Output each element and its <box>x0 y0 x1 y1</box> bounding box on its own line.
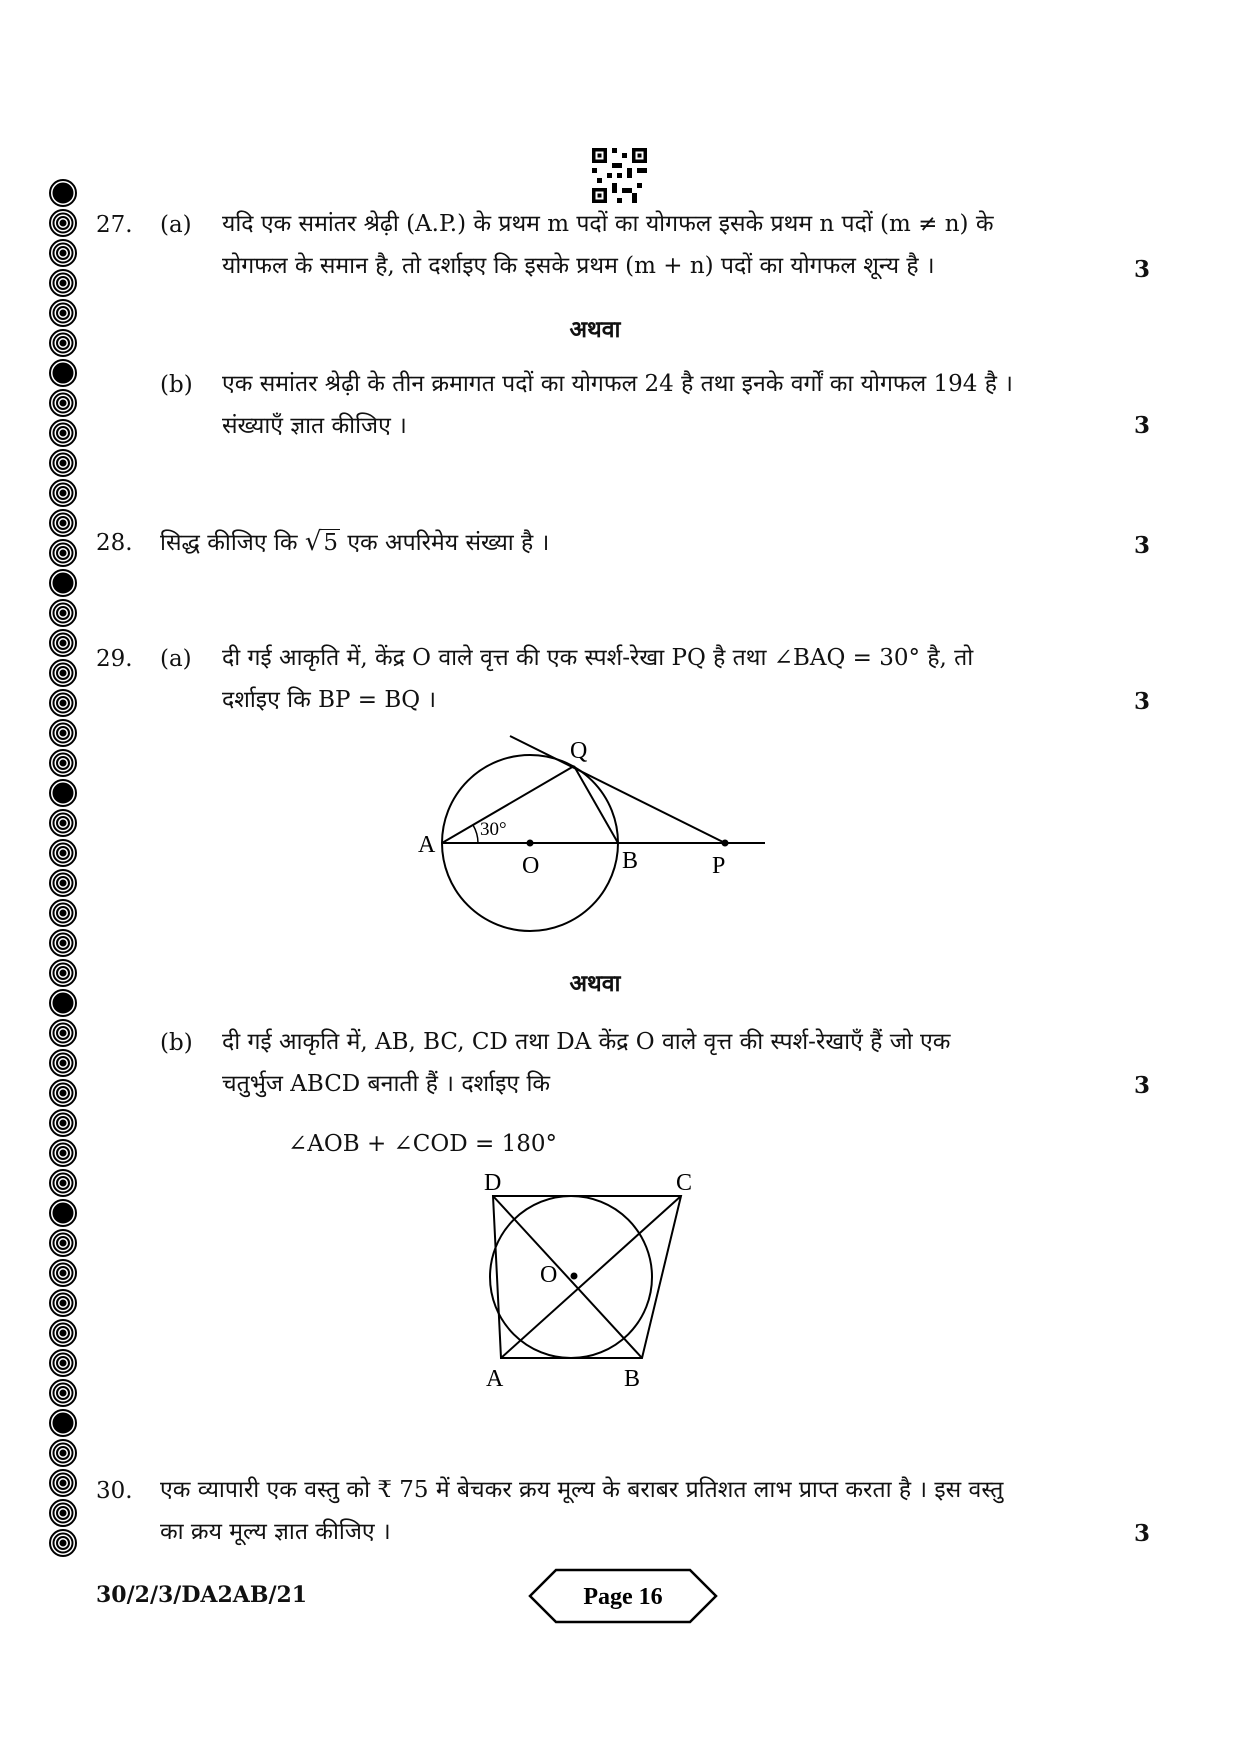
concentric-circle-icon <box>48 1528 78 1558</box>
concentric-circle-icon <box>48 1048 78 1078</box>
filled-circle-icon <box>48 358 78 388</box>
q27b-marks: 3 <box>1133 412 1150 439</box>
page-number-badge <box>528 1568 718 1624</box>
fig1-label-Q: Q <box>570 738 588 764</box>
concentric-circle-icon <box>48 868 78 898</box>
q28-text-pre: सिद्ध कीजिए कि <box>160 530 305 556</box>
concentric-circle-icon <box>48 688 78 718</box>
filled-circle-icon <box>48 178 78 208</box>
fig2-label-O: O <box>540 1262 558 1288</box>
q28-radicand: 5 <box>323 530 339 556</box>
q27a-line2: योगफल के समान है, तो दर्शाइए कि इसके प्रथम (m + n) पदों का योगफल शून्य है । <box>222 253 935 279</box>
concentric-circle-icon <box>48 928 78 958</box>
concentric-circle-icon <box>48 1378 78 1408</box>
filled-circle-icon <box>48 1198 78 1228</box>
concentric-circle-icon <box>48 1168 78 1198</box>
concentric-circle-icon <box>48 388 78 418</box>
q27b-line1: एक समांतर श्रेढ़ी के तीन क्रमागत पदों का योगफल 24 है तथा इनके वर्गों का योगफल 194 है । <box>222 371 1013 397</box>
concentric-circle-icon <box>48 448 78 478</box>
q27a-line1: यदि एक समांतर श्रेढ़ी (A.P.) के प्रथम m पदों का योगफल इसके प्रथम n पदों (m ≠ n) के <box>222 211 994 237</box>
fig2-label-B: B <box>624 1366 641 1392</box>
filled-circle-icon <box>48 1408 78 1438</box>
page-number-label: Page 16 <box>583 1584 663 1610</box>
q28-number: 28. <box>96 530 133 556</box>
qr-code-icon <box>592 148 647 203</box>
concentric-circle-icon <box>48 328 78 358</box>
q28-marks: 3 <box>1133 532 1150 559</box>
q27a-label: (a) <box>160 212 192 238</box>
concentric-circle-icon <box>48 658 78 688</box>
concentric-circle-icon <box>48 1348 78 1378</box>
q30-line2: का क्रय मूल्य ज्ञात कीजिए । <box>160 1519 391 1545</box>
q30-marks: 3 <box>1133 1520 1150 1547</box>
q29b-equation: ∠AOB + ∠COD = 180° <box>288 1131 557 1157</box>
q29a-line1: दी गई आकृति में, केंद्र O वाले वृत्त की एक स्पर्श-रेखा PQ है तथा ∠BAQ = 30° है, तो <box>222 645 974 671</box>
sqrt-sign: √ <box>304 527 322 557</box>
fig1-label-B: B <box>622 848 639 874</box>
fig1-angle-label: 30° <box>480 819 507 840</box>
filled-circle-icon <box>48 568 78 598</box>
concentric-circle-icon <box>48 1498 78 1528</box>
q27b-line2: संख्याएँ ज्ञात कीजिए । <box>222 413 407 439</box>
filled-circle-icon <box>48 778 78 808</box>
concentric-circle-icon <box>48 508 78 538</box>
fig2-label-A: A <box>486 1366 504 1392</box>
q29a-line2: दर्शाइए कि BP = BQ । <box>222 687 437 713</box>
concentric-circle-icon <box>48 718 78 748</box>
concentric-circle-icon <box>48 748 78 778</box>
concentric-circle-icon <box>48 1018 78 1048</box>
margin-ring-strip <box>44 178 90 1558</box>
q30-number: 30. <box>96 1478 133 1504</box>
q29b-line2: चतुर्भुज ABCD बनाती हैं । दर्शाइए कि <box>222 1071 551 1097</box>
concentric-circle-icon <box>48 418 78 448</box>
q29-number: 29. <box>96 646 133 672</box>
concentric-circle-icon <box>48 208 78 238</box>
q27-or: अथवा <box>569 316 621 343</box>
q29b-marks: 3 <box>1133 1072 1150 1099</box>
concentric-circle-icon <box>48 1318 78 1348</box>
concentric-circle-icon <box>48 598 78 628</box>
figure-tangent-circle <box>410 728 780 946</box>
q30-line1: एक व्यापारी एक वस्तु को ₹ 75 में बेचकर क्रय मूल्य के बराबर प्रतिशत लाभ प्राप्त करता है । इस वस्तु <box>160 1477 1004 1503</box>
fig1-label-A: A <box>418 832 436 858</box>
filled-circle-icon <box>48 988 78 1018</box>
fig2-label-C: C <box>676 1170 693 1196</box>
fig1-label-P: P <box>712 853 726 879</box>
concentric-circle-icon <box>48 538 78 568</box>
q27b-label: (b) <box>160 372 193 398</box>
concentric-circle-icon <box>48 1138 78 1168</box>
footer-code: 30/2/3/DA2AB/21 <box>96 1582 308 1608</box>
concentric-circle-icon <box>48 1258 78 1288</box>
concentric-circle-icon <box>48 1468 78 1498</box>
q28-text <box>160 524 549 561</box>
concentric-circle-icon <box>48 808 78 838</box>
concentric-circle-icon <box>48 1288 78 1318</box>
concentric-circle-icon <box>48 628 78 658</box>
figure-tangential-quadrilateral <box>470 1166 710 1396</box>
concentric-circle-icon <box>48 238 78 268</box>
concentric-circle-icon <box>48 838 78 868</box>
q28-text-post: एक अपरिमेय संख्या है । <box>340 530 550 556</box>
concentric-circle-icon <box>48 478 78 508</box>
q27-number: 27. <box>96 212 133 238</box>
fig2-label-D: D <box>484 1170 502 1196</box>
concentric-circle-icon <box>48 1108 78 1138</box>
concentric-circle-icon <box>48 1078 78 1108</box>
concentric-circle-icon <box>48 958 78 988</box>
q29a-label: (a) <box>160 646 192 672</box>
concentric-circle-icon <box>48 1228 78 1258</box>
q29b-line1: दी गई आकृति में, AB, BC, CD तथा DA केंद्र O वाले वृत्त की स्पर्श-रेखाएँ हैं जो एक <box>222 1029 951 1055</box>
fig1-label-O: O <box>522 853 540 879</box>
q29-or: अथवा <box>569 970 621 997</box>
concentric-circle-icon <box>48 1438 78 1468</box>
q27a-marks: 3 <box>1133 256 1150 283</box>
concentric-circle-icon <box>48 298 78 328</box>
q29b-label: (b) <box>160 1030 193 1056</box>
concentric-circle-icon <box>48 898 78 928</box>
concentric-circle-icon <box>48 268 78 298</box>
q29a-marks: 3 <box>1133 688 1150 715</box>
